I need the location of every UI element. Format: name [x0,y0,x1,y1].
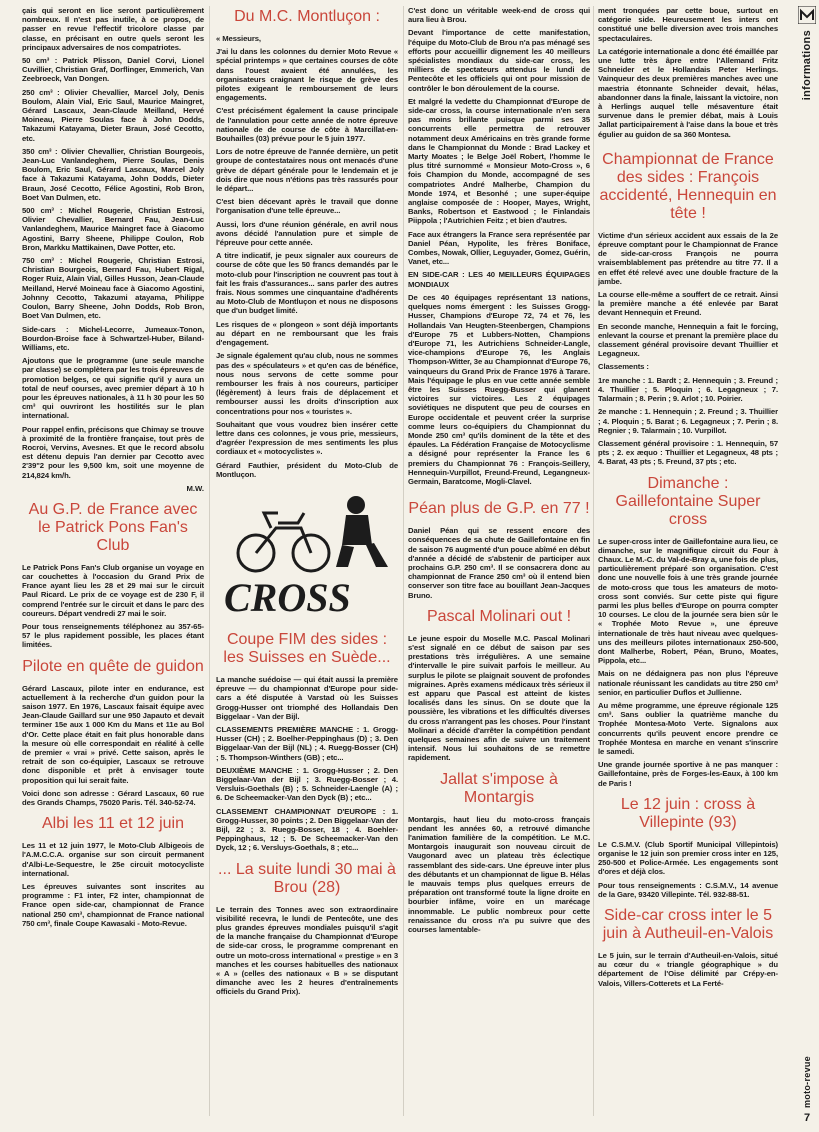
article-text: 750 cm³ : Michel Rougerie, Christian Estrosi, Christian Bourgeois, Bernard Fau, Hubert Rigal, Roger Ruiz, Alain Vial, Gilles Husson, Jean-Claude Meilland, Hervé Moineau face à Giacomo Agostini, Johnny Cecotto, Takazumi atayama, Philippe Coulon, Barry Sheene, John Dodds, Rob Bron, Boet Van Dulmen, etc. [22,256,204,321]
results-text: 1re manche : 1. Bardt ; 2. Hennequin ; 3. Freund ; 4. Thuillier ; 5. Ploquin ; 6. Legagneux ; 7. Talarmain ; 8. Perin ; 9. Arlot ; 10. Poirier. [598,375,778,404]
letter-text: C'est bien décevant après le travail que donne l'organisation d'une telle épreuve... [216,197,398,216]
page-number: 7 [803,1112,811,1124]
article-text: Les 11 et 12 juin 1977, le Moto-Club Albigeois de l'A.M.C.C.A. organise sur son circuit permanent d'Albi-Le-Sequestre, le 25e circuit motocycliste international. [22,841,204,878]
article-text: ment tronquées par cette boue, surtout en catégorie side. Heureusement les inters ont constitué une belle diversion avec trois manches spectaculaires. [598,6,778,43]
section-label-strip [797,6,817,100]
article-text: Pour tous renseignements téléphonez au 357-65-57 le plus rapidement possible, les places étant limitées. [22,621,204,650]
article-text: çais qui seront en lice seront particulièrement nombreux. Il n'est pas inutile, à ce propos, de passer en revue l'effectif tricolore classe par classe, en précisant en outre quels seront les principaux adversaires de nos compatriotes. [22,6,204,52]
headline: Albi les 11 et 12 juin [41,815,184,833]
cross-illustration [216,483,398,623]
moto-revue-logo-icon [798,6,816,24]
letter-text: Souhaitant que vous voudrez bien insérer cette lettre dans ces colonnes, je vous prie, messieurs, d'agréer l'expression de mes sentiments les plus cordiaux et « motocyclistes ». [216,419,398,457]
article-text: Le C.S.M.V. (Club Sportif Municipal Villepintois) organise le 12 juin son premier cross inter en 125, 250-500 et Police-Armée. Les engagements sont d'ores et déjà clos. [598,839,778,877]
headline: Péan plus de G.P. en 77 ! [408,500,590,518]
motorcycle-drawing [238,513,329,571]
article-text: C'est donc un véritable week-end de cross qui aura lieu à Brou. [408,6,590,25]
article-text: Une grande journée sportive à ne pas manquer : Gaillefontaine, près de Forges-les-Eaux, à 100 km de Paris ! [598,760,778,788]
article-text: Voici donc son adresse : Gérard Lascaux, 60 rue des Grands Champs, 75020 Paris. Tél. 340-52-74. [22,788,204,808]
article-text: Le 5 juin, sur le terrain d'Autheuil-en-Valois, situé au cœur du « triangle géographique » du département de l'Oise délimité par Crépy-en-Valois, Villers-Cotterets et La Ferté- [598,951,778,988]
article-text: La catégorie internationale a donc été émaillée par une lutte très âpre entre l'Allemand Fritz Schneider et le Hollandais Peter Herlings. Vainqueur des deux premières manches avec une maestria étonnante Schneider devait, hélas, abandonner dans la finale, laissant la victoire, non à Herlings auquel telle mésaventure était survenue dans le premier débat, mais à Louis Jallat participairement à l'aise dans la boue et très égulier au guidon de sa 360 Montesa. [598,46,778,139]
cross-wordmark: CROSS [224,574,351,620]
section-label: informations [801,30,813,101]
article-text: La course elle-même a souffert de ce retrait. Ainsi la première manche a été enlevée par Barat devant Hennequin et Freund. [598,290,778,318]
article-text: Gérard Lascaux, pilote inter en endurance, est actuellement à la recherche d'un guidon pour la saison 1977. En 1976, Lascaux faisait équipe avec Jean-Claude Gaillard sur une 950 Japauto et devait terminer 15e aux 1 000 Km du Mans et 11e au Bol d'Or. Cette place était en fait plus honorable dans la mesure où elle correspondait en réalité à celle de premier « vrai » privé. Cette saison, après le retrait de son co-équipier, Lascaux se retrouve donc disponible et prêt à envisager toute proposition qui lui serait faite. [22,683,204,785]
column-4 [598,6,778,1128]
results-text: CLASSEMENTS PREMIÈRE MANCHE : 1. Grogg-Husser (CH) ; 2. Boelher-Peppinghaus (D) ; 3. Den Biggelaar-Van der Bijl (NL) ; 4. Ruegg-Bosser (CH) ; 5. Thompson-Winthers (GB) ; etc... [216,724,398,762]
subheading: EN SIDE-CAR : LES 40 MEILLEURS ÉQUIPAGES MONDIAUX [408,270,590,289]
results-text: Classement général provisoire : 1. Hennequin, 57 pts ; 2. ex æquo : Thuillier et Legagneux, 48 pts ; 4. Barat, 43 pts ; 5. Freund, 37 pts ; etc. [598,438,778,467]
article-text: Victime d'un sérieux accident aux essais de la 2e épreuve comptant pour le Championnat de France de side-car-cross François ne pourra vraisemblablement pas prétendre au titre 77. Il a en effet été relevé avec une double fracture de la jambe. [598,230,778,286]
article-text: 350 cm³ : Olivier Chevallier, Christian Bourgeois, Jean-Luc Vanlandeghem, Pierre Soulas, Denis Boulom, Eric Saul, Gérard Lascaux, Marcel Joly face à Takazumi Katayama, John Dodds, Dieter Braun, José Cecotto, Félice Agostini, Rob Bron, Boet Van Dulmen, etc. [22,146,204,202]
headline: Au G.P. de France avec le Patrick Pons Fan's Club [28,500,198,554]
column-rule [403,6,404,1116]
article-text: Le Patrick Pons Fan's Club organise un voyage en car couchettes à l'occasion du Grand Prix de France ayant lieu les 28 et 29 mai sur le circuit Paul Ricard. Le prix de ce voyage est de 230 F, il comprend l'entrée sur le circuit et dans le parc des coureurs. Départ vendredi 27 mai le soir. [22,562,204,618]
results-text: CLASSEMENT CHAMPIONNAT D'EUROPE : 1. Grogg-Husser, 30 points ; 2. Den Biggelaar-Van der Bijl, 22 ; 3. Ruegg-Bosser, 18 ; 4. Boehler-Peppinghaus, 12 ; 5. De Scheemacker-Van den Dyck, 12 ; 6. Versluys-Goethals, 8 ; etc... [216,806,398,853]
rider-drawing [336,496,388,567]
letter-text: « Messieurs, [216,34,261,43]
column-rule [593,6,594,1116]
article-text: Face aux étrangers la France sera représentée par Daniel Péan, Hypolite, les frères Boniface, Combes, Nowak, Ollier, Leguyader, Gomez, Guérin, Vanet, etc... [408,229,590,267]
article-text: Mais on ne dédaignera pas non plus l'épreuve nationale réunissant les candidats au titre 250 cm³ senior, en particulier Duflos et Jullienne. [598,669,778,697]
article-text: Les épreuves suivantes sont inscrites au programme : F1 inter, F2 inter, championnat de France open side-car, championnat de France national 250 cm³, championnat de France national 750 cm³, finale Coupe Kawasaki - Moto-Revue. [22,882,204,928]
article-text: Le jeune espoir du Moselle M.C. Pascal Molinari s'est signalé en ce début de saison par ses prestations très irrégulières. A une semaine d'intervalle le pire suivait parfois le meilleur. Au surplus le pilote se plaignait souvent de profondes migraines. Après examens médicaux très sérieux il est apparu que Pascal est atteint de kistes localisés dans les sinus. On se doute que la poussière, les vibrations et les difficultés diverses du cross n'arrangent pas les choses. Pour l'instant Molinari a décidé d'arrêter la compétition pendant quelques semaines afin de suivre un traitement intensif. Nous lui souhaitons de se remettre rapidement. [408,633,590,763]
letter-text: Lors de notre épreuve de l'année dernière, un petit groupe de contestataires nous ont menacés d'une grève de départ générale pour le lendemain et je dois dire que nous n'étions pas très rassurés pour le départ... [216,147,398,194]
column-rule [209,6,210,1116]
letter-text: Aussi, lors d'une réunion générale, en avril nous avons décidé l'annulation pure et simple de l'épreuve pour cette année. [216,219,398,248]
headline: Coupe FIM des sides : les Suisses en Suède... [223,630,391,666]
column-2 [216,6,398,1128]
article-text: Side-cars : Michel-Lecorre, Jumeaux-Tonon, Bourdon-Broise face à Schwartzel-Huber, Biland-Williams, etc. [22,324,204,352]
article-text: Ajoutons que le programme (une seule manche par classe) se complètera par les trois épreuves de promotion belges, ce qui signifie qu'il y aura un total de neuf courses, avec premier départ à 10 h pour les épreuves nationales, à 11 h 30 pour les 50 cm³ qui ouvriront les hostilités sur le plan international. [22,356,204,421]
article-text: Pour rappel enfin, précisons que Chimay se trouve à proximité de la frontière française, tout près de Rocroi, Vervins, Avesnes. Et que le record absolu est détenu depuis l'an dernier par Cecotto avec 2'39"2 pour les 9,500 km, soit une moyenne de 214,824 km/h. [22,424,204,480]
letter-text: Gérard Fauthier, président du Moto-Club de Montluçon. [216,460,398,479]
article-text: Le terrain des Tonnes avec son extraordinaire visibilité recevra, le lundi de Pentecôte, une des plus grandes épreuves mondiales puisqu'il s'agit de la manche française du Championnat d'Europe de side-car cross, le programme comprenant en outre un moto-cross international « prestige » en 3 manches et les courses habituelles des nationaux « A » (celles des nationaux « B » se disputant dimanche avec les 2 heures d'entraînements officiels du Grand Prix). [216,904,398,997]
article-text: De ces 40 équipages représentant 13 nations, quelques noms émergent : les Suisses Grogg-Husser, Champions d'Europe 72, 74 et 76, les Hollandais Van Heugten-Steenbergen, Champions d'Europe 75 et Lubbers-Notten, Champions d'Europe 71, les Autrichiens Schneider-Langle, vice-champions d'Europe 76, les Anglais Thompson-Witter, 3e au Championnat d'Europe 76, vainqueurs du Grand Prix de France 1976 à Tarare. Mais l'équipage le plus en vue cette année semble être les Suisses Ruegg-Busser qui glanent victoires sur victoires. Les 2 équipages soviétiques ne disputent que peu de courses en Europe occidentale et peuvent créer la surprise comme leurs co-équipiers du Championnat du Monde 250 cm³ qu'ils dominent de la tête et des épaules. La Fédération Française de Motocyclisme a désigné pour représenter la France les 6 premiers du Championnat 76 : François-Seillery, Hennequin-Vurpillot, Freund-Freund, Legangneux-Germain, Baratcome, Mogli-Clavel. [408,292,590,486]
article-text: Montargis, haut lieu du moto-cross français pendant les années 60, a retrouvé dimanche l'animation familière de la compétition. Le M.C. Montargois inaugurait son nouveau circuit de Vaugonard avec un plateau très éclectique rassemblant des side-cars. Une épreuve inter plus des débutants et un championnat de ligue B. Hélas le mauvais temps plus quelques erreurs de préparation ont transformé toute la ligne droite en bourbier infâme, voire en un marécage innommable. Le public nombreux pour cette renaissance du cross n'a pu suivre que des courses lamentable- [408,814,590,935]
headline: Championnat de France des sides : François accidenté, Hennequin en tête ! [599,150,777,222]
article-text: Pour tous renseignements : C.S.M.V., 14 avenue de la Gare, 93420 Villepinte. Tél. 932-88-51. [598,880,778,899]
letter-text: Je signale également qu'au club, nous ne sommes pas des « spéculateurs » et qu'en cas de bénéfice, nous nous servons de cette somme pour rembourser les frais à nos coureurs, participer (légèrement) à leurs frais de déplacement et rembourser aussi les droits d'inscription aux concentrations pour nos « touristes ». [216,351,398,416]
headline: Pascal Molinari out ! [426,607,572,625]
author-signature: M.W. [186,483,204,493]
article-text: La manche suédoise — qui était aussi la première épreuve — du championnat d'Europe pour side-cars a été disputée à Varstad où les Suisses Grogg-Husser ont triomphé des Hollandais Den Biggelaar - Van der Bijl. [216,674,398,721]
article-text: 50 cm³ : Patrick Plisson, Daniel Corvi, Lionel Cuvillier, Christian Graf, Dorflinger, Emmerich, Van Zeebroeck, Van Dongen. [22,56,204,84]
letter-text: C'est précisément également la cause principale de l'annulation pour cette année de notre épreuve nationale de de course de côte à Marcillat-en-Bouhailles (03) prévue pour le 5 juin 1977. [216,106,398,144]
article-text: Devant l'importance de cette manifestation, l'équipe du Moto-Club de Brou n'a pas ménagé ses efforts pour accueillir dignement les 40 meilleurs spécialistes mondiaux du side-car cross, les milliers de spectateurs attendus le lundi de Pentecôte et les officiels qui ont pour mission de contrôler le bon déroulement de la course. [408,28,590,93]
letter-text: J'ai lu dans les colonnes du dernier Moto Revue « spécial printemps » que certaines courses de côte dans l'ouest avaient été annulées, les organisateurs craignant le risque de grève des pilotes exigeant le remboursement de leurs engagements. [216,47,398,103]
column-3 [408,6,590,1128]
headline: Pilote en quête de guidon [22,657,204,675]
headline: Du M.C. Montluçon : [234,8,380,25]
article-text: Au même programme, une épreuve régionale 125 cm³. Sans oublier la quatrième manche du Trophée Montesa-Moto Verte. Signalons aux concurrents qu'ils peuvent encore prendre ce Trophée Montesa en marche en venant s'inscrire le samedi. [598,700,778,756]
column-1 [22,6,204,1128]
headline: ... La suite lundi 30 mai à Brou (28) [218,860,396,896]
article-text: 250 cm³ : Olivier Chevallier, Marcel Joly, Denis Boulom, Alain Vial, Eric Saul, Maurice Maingret, Gérard Lascaux, Jean-Claude Meilland, Hervé Moineau, Pierre Soulas face à John Dodds, Takazumi Katayama, Dieter Braun, José Cecotto, etc. [22,87,204,143]
article-text: Et malgré la vedette du Championnat d'Europe de side-car cross, la course internationale n'en sera pas moins brillante puisque parmi ses 35 concurrents elle permettra de retrouver notamment deux Américains en très grande forme dans le Championnat du Monde : Brad Lackey et Marty Moates ; le Belge Joël Robert, l'homme le plus titré surnommé « Monsieur Moto-Cross », 6 fois Champion du Monde, accompagné de ses compatriotes André Malherbe, Champion du Monde 1974, et Besonhé ; une super-équipe anglaise composée de : Hooper, Mayes, Wright, Banks, Robertson et Eastwood ; le Finlandais Piippola ; l'Autrichien Feitz ; et bien d'autres. [408,96,590,226]
headline: Side-car cross inter le 5 juin à Autheuil-en-Valois [602,907,774,943]
letter-text: A titre indicatif, je peux signaler aux coureurs de course de côte que les 50 francs demandés par le moto-club pour l'inscription ne couvrent pas tout à fait les frais d'assurances... sans parler des autres frais. Nous sommes une cinquantaine d'adhérents au Moto-Club de Montluçon et nous ne disposons que d'un budget limité. [216,251,398,316]
results-text: Classements : [598,362,649,372]
page-footer-strip [797,1056,817,1124]
headline: Le 12 juin : cross à Villepinte (93) [620,795,756,831]
results-text: 2e manche : 1. Hennequin ; 2. Freund ; 3. Thuillier ; 4. Ploquin ; 5. Barat ; 6. Legagneux ; 7. Perin ; 8. Regnier ; 9. Talarmain ; 10. Vurpillot. [598,407,778,435]
article-text: En seconde manche, Hennequin a fait le forcing, enlevant la course et prenant la première place du classement général provisoire devant Thuillier et Legagneux. [598,321,778,359]
article-text: 500 cm³ : Michel Rougerie, Christian Estrosi, Olivier Chevallier, Bernard Fau, Jean-Luc Vanlandeghem, Maurice Maingret face à Giacomo Agostini, Barry Sheene, Philippe Coulon, Rob Bron, Markku Mattikainen, Dave Potter, etc. [22,206,204,252]
results-text: DEUXIÈME MANCHE : 1. Grogg-Husser ; 2. Den Biggelaar-Van der Bijl ; 3. Ruegg-Bosser ; 4. Versluis-Goethals (B) ; 5. Schneider-Laengle (A) ; 6. De Scheemacker-Van den Dyck (B) ; etc... [216,765,398,803]
article-text: Daniel Péan qui se ressent encore des conséquences de sa chute de Gaillefontaine en fin de saison 76 augmenté d'un pouce abîmé en début d'année a décidé de s'abstenir de participer aux prochains G.P. 250 cm³. Il se consacrera donc au championnat de France 250 cm³ où il entend bien conserver son titre face au bouillant Jean-Jacques Bruno. [408,526,590,600]
headline: Jallat s'impose à Montargis [440,770,558,806]
headline: Dimanche : Gaillefontaine Super cross [615,474,761,528]
article-text: Le super-cross inter de Gaillefontaine aura lieu, ce dimanche, sur le magnifique circuit du Four à Chaux. Le M.-C. du Val-de-Bray a, une fois de plus, particulièrement préparé son organisation. C'est donc une nouvelle fois à une très grande journée de moto-cross que tous les amateurs de moto-cross sont conviés. Sur cette piste qui figure parmi les plus belles d'Europe on pourra compter 10 courses. Le clou de la journée sera bien sûr le « Trophée Moto Revue », une épreuve internationale de très haut niveau avec quelques-uns des meilleurs pilotes internationaux 250-500, dont Malherbe, Robert, Péan, Bruno, Moates, Pippola, etc... [598,536,778,666]
letter-text: Les risques de « plongeon » sont déjà importants au départ en ne remboursant que les frais d'engagement. [216,319,398,348]
magazine-name: moto-revue [802,1055,812,1108]
